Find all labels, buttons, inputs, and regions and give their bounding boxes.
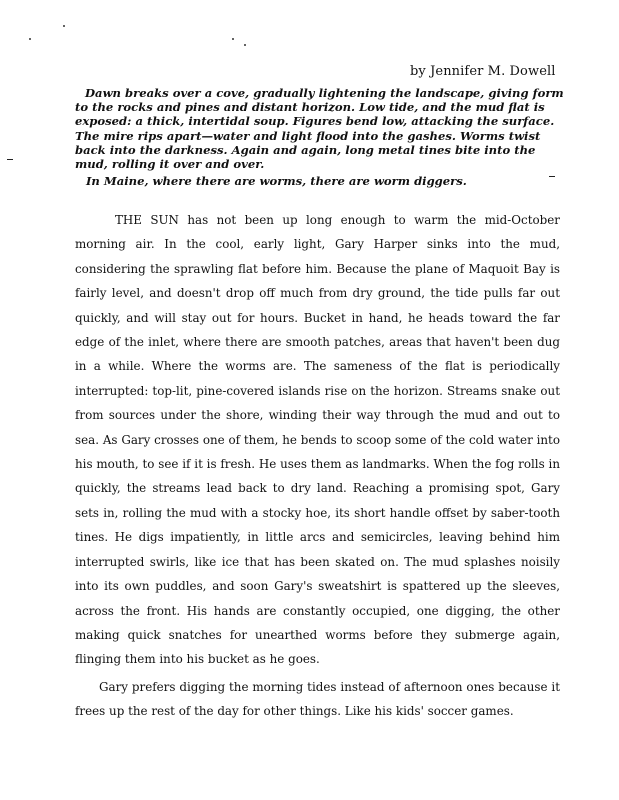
author-byline: by Jennifer M. Dowell xyxy=(410,64,556,79)
margin-mark xyxy=(7,159,13,160)
scan-speck xyxy=(232,38,234,40)
intro-paragraph xyxy=(75,86,565,171)
scan-speck xyxy=(244,44,246,46)
scan-speck xyxy=(63,25,65,27)
intro-tagline: In Maine, where there are worms, there are worm diggers. xyxy=(86,174,467,188)
body-paragraph: THE SUN has not been up long enough to warm the mid-October morning air. In the cool, early light, Gary Harper sinks into the mud, considering the sprawling flat before him. Because the plane of Maquoit Bay is fairly level, and doesn't drop off much from dry ground, the tide pulls far out quickly, and will stay out for hours. Bucket in hand, he heads toward the far edge of the inlet, where there are smooth patches, areas that haven't been dug in a while. Where the worms are. The sameness of the flat is periodically interrupted: top-lit, pine-covered islands rise on the horizon. Streams snake out from sources under the shore, winding their way through the mud and out to sea. As Gary crosses one of them, he bends to scoop some of the cold water into his mouth, to see if it is fresh. He uses them as landmarks. When the fog rolls in quickly, the streams lead back to dry land. Reaching a promising spot, Gary sets in, rolling the mud with a stocky hoe, its short handle offset by saber-tooth tines. He digs impatiently, in little arcs and semicircles, leaving behind him interrupted swirls, like ice that has been skated on. The mud splashes noisily into its own puddles, and soon Gary's sweatshirt is spattered up the sleeves, across the front. His hands are constantly occupied, one digging, the other making quick snatches for unearthed worms before they submerge again, flinging them into his bucket as he goes. xyxy=(75,213,560,667)
article-body xyxy=(75,208,560,724)
scan-speck xyxy=(29,38,31,40)
intro-text: Dawn breaks over a cove, gradually lightening the landscape, giving form to the rocks and pines and distant horizon. Low tide, and the mud flat is exposed: a thick, intertidal soup. Figures bend low, attacking the surface. The mire rips apart—water and light flood into the gashes. Worms twist back into the darkness. Again and again, long metal tines bite into the mud, rolling it over and over. xyxy=(75,86,564,172)
margin-mark xyxy=(549,176,555,177)
body-paragraph: Gary prefers digging the morning tides instead of afternoon ones because it frees up the rest of the day for other things. Like his kids' soccer games. xyxy=(75,679,560,719)
